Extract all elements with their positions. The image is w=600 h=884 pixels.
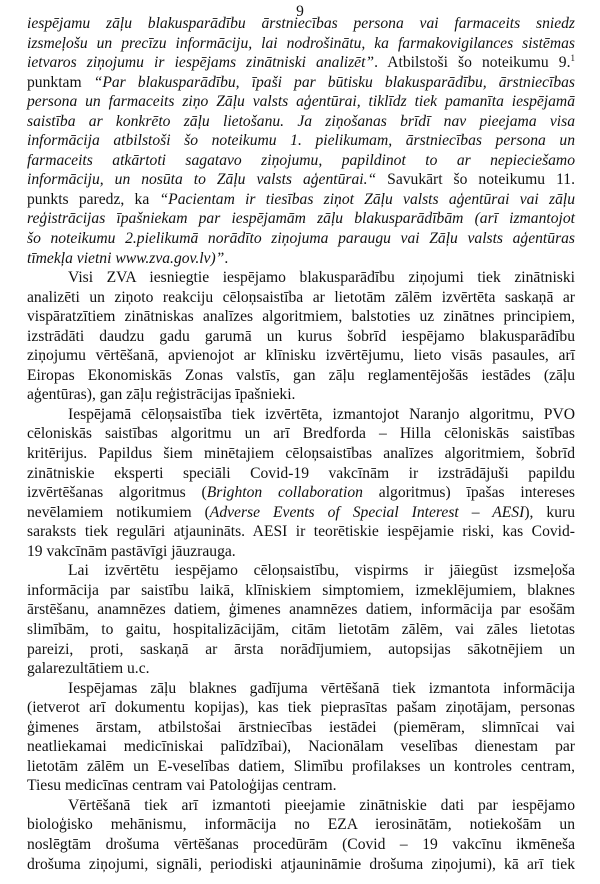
text-span: neatliekamai medicīniskai palīdzībai), Nacionālam veselības dienestam par (27, 738, 575, 756)
italic-text: “Par blakusparādību, īpaši par būtisku blakusparādību, ārstniecības (93, 73, 575, 91)
text-line (27, 307, 575, 327)
paragraph (27, 268, 575, 405)
text-line (27, 405, 575, 425)
italic-text: izsmeļošu un precīzu informāciju, lai nodrošinātu, ka farmakovigilances sistēmas (27, 34, 575, 52)
paragraph (27, 679, 575, 796)
text-line (27, 151, 575, 171)
italic-text: informāciju, un nosūta to Zāļu valsts aģentūrai.“ (27, 171, 377, 189)
text-line (27, 268, 575, 288)
text-span: (ietverot arī dokumentu kopijas), kas tiek pieprasītas pašam ziņotājam, personas (27, 699, 575, 717)
text-line (27, 34, 575, 54)
text-span: . Atbilstoši šo noteikumu 9. (374, 54, 571, 72)
text-line (27, 209, 575, 229)
text-span: saraksts tiek regulāri atjaunināts. AESI ir teorētiskie iespējamie riski, kas Covid- (27, 523, 575, 541)
italic-text: Brighton collaboration (206, 484, 363, 502)
text-line (27, 73, 575, 93)
text-line (27, 620, 575, 640)
text-line (27, 679, 575, 699)
text-line (27, 249, 575, 269)
paragraph (27, 14, 575, 268)
text-span: Eiropas Ekonomiskās Zonas valstīs, gan zāļu reglamentējošās iestādes (zāļu (27, 366, 575, 384)
italic-text: informācija atbilstoši šo noteikumu 1. pielikumam, ārstniecības persona un (27, 132, 575, 150)
text-span: galarezultātiem u.c. (27, 660, 150, 678)
text-line (27, 464, 575, 484)
text-span: zinātniskie eksperti speciāli Covid-19 vakcīnām ir izstrādājuši papildu (27, 464, 575, 482)
text-span: punkts paredz, ka (27, 190, 160, 208)
italic-text: Adverse Events of Special Interest – AESI (209, 503, 525, 521)
superscript: 1 (570, 53, 575, 64)
text-span: lietotām zālēm un E-veselības datiem, Slimību profilakses un kontroles centram, (27, 757, 575, 775)
text-line (27, 444, 575, 464)
text-line (27, 522, 575, 542)
text-line (27, 855, 575, 875)
text-line (27, 718, 575, 738)
page-number: 9 (296, 3, 304, 20)
text-line (27, 542, 575, 562)
text-line (27, 757, 575, 777)
text-line (27, 561, 575, 581)
text-line (27, 14, 575, 34)
italic-text: iespējamu zāļu blakusparādību ārstniecības persona vai farmaceits sniedz (27, 15, 575, 32)
text-line (27, 170, 575, 190)
text-span: Savukārt šo noteikumu 11. (376, 171, 575, 189)
italic-text: persona un farmaceits ziņo Zāļu valsts aģentūrai, tiklīdz tiek pamanīta iespējamā (27, 93, 575, 111)
text-span: . (224, 249, 229, 267)
text-span: punktam (27, 73, 94, 91)
text-span: drošuma ziņojumi, signāli, periodiski atjaunināmie drošuma ziņojumi), kā arī tiek (27, 855, 575, 873)
text-line (27, 92, 575, 112)
text-line (27, 581, 575, 601)
text-span: vispāratzītiem zinātniskas analīzes algoritmiem, balstoties uz zinātnes principiem, (27, 308, 575, 326)
text-span: pareizi, proti, saskaņā ar ārsta norādījumiem, autopsijas sākotnējiem un (27, 640, 575, 658)
text-line (27, 327, 575, 347)
text-span: Lai izvērtētu iespējamo cēloņsaistību, vispirms ir jāiegūst izsmeļoša (68, 562, 575, 580)
text-span: Tiesu medicīnas centram vai Patoloģijas centram. (27, 777, 337, 795)
text-line (27, 659, 575, 679)
text-line (27, 835, 575, 855)
text-line (27, 112, 575, 132)
text-line (27, 737, 575, 757)
text-line (27, 503, 575, 523)
italic-text: reģistrācijas īpašniekam par iespējamām zāļu blakusparādībām (arī izmantojot (27, 210, 575, 228)
text-span: ziņojumu vērtēšanā, apvienojot ar klīnisku izvērtējumu, lieto visās pasaules, arī (27, 347, 575, 365)
text-span: algoritmus) īpašas intereses (362, 484, 575, 502)
text-span: analizēti un ziņoto reakciju cēloņsaistība ar lietotām zālēm izvērtēta saskaņā ar (27, 288, 575, 306)
text-line (27, 288, 575, 308)
text-line (27, 600, 575, 620)
italic-text: šo noteikumu 2.pielikumā norādīto ziņojuma paraugu vai Zāļu valsts aģentūras (27, 230, 575, 248)
paragraph (27, 796, 575, 874)
italic-text: ietvaros ziņojumu ir iespējams zinātniski analizēt” (27, 54, 375, 72)
text-span: Visi ZVA iesniegtie iespējamo blakusparādību ziņojumi tiek zinātniski (68, 269, 575, 287)
text-span: cēloniskās saistības algoritmu un arī Bredforda – Hilla cēloniskās saistības (27, 425, 575, 443)
text-line (27, 796, 575, 816)
text-line (27, 346, 575, 366)
text-span: Iespējamā cēloņsaistība tiek izvērtēta, izmantojot Naranjo algoritmu, PVO (68, 405, 575, 423)
text-line (27, 131, 575, 151)
text-line (27, 698, 575, 718)
italic-text: saistība ar konkrēto zāļu lietošanu. Ja ziņošanas brīdī nav pieejama visa (27, 112, 575, 130)
text-line (27, 776, 575, 796)
italic-text: “Pacientam ir tiesības ziņot Zāļu valsts aģentūrai vai zāļu (159, 190, 575, 208)
text-span: ), kuru (524, 503, 576, 521)
text-line (27, 366, 575, 386)
text-line (27, 53, 575, 73)
text-span: kritērijus. Papildus šiem minētajiem cēloņsaistības analīzes algoritmiem, šobrīd (27, 445, 575, 463)
text-span: noslēgtām drošuma vērtēšanas procedūrām (Covid – 19 vakcīnu ikmēneša (27, 835, 575, 853)
text-line (27, 483, 575, 503)
italic-text: farmaceits atkārtoti sagatavo ziņojumu, papildinot to ar nepieciešamo (27, 151, 575, 169)
text-line (27, 815, 575, 835)
text-span: ģimenes ārstam, atbilstošai ārstniecības iestādei (piemēram, slimnīcai vai (27, 718, 575, 736)
text-line (27, 640, 575, 660)
text-span: ārstēšanu, anamnēzes datiem, ģimenes anamnēzes datiem, informācija par esošām (27, 601, 575, 619)
text-span: Vērtēšanā tiek arī izmantoti pieejamie zinātniskie dati par iespējamo (68, 796, 575, 814)
document-body (27, 14, 575, 874)
text-span: nevēlamiem notikumiem ( (27, 503, 210, 521)
text-span: informācija par saistību laikā, klīniskiem simptomiem, izmeklējumiem, blaknes (27, 581, 575, 599)
text-span: bioloģisko mehānismu, informācija no EZA ierosinātām, notiekošām un (27, 816, 575, 834)
text-span: 19 vakcīnām pastāvīgi jāuzrauga. (27, 542, 236, 560)
text-line (27, 229, 575, 249)
text-span: slimībām, to gaitu, hospitalizācijām, citām lietotām zālēm, vai zāles lietotas (27, 620, 575, 638)
text-span: Iespējamas zāļu blaknes gadījuma vērtēšanā tiek izmantota informācija (68, 679, 575, 697)
italic-text: tīmekļa vietni www.zva.gov.lv)” (27, 249, 225, 267)
text-span: izstrādāti daudzu gadu garumā un kurus šobrīd iespējamo blakusparādību (27, 327, 575, 345)
text-line (27, 190, 575, 210)
paragraph (27, 405, 575, 561)
paragraph (27, 561, 575, 678)
text-line (27, 424, 575, 444)
text-line (27, 385, 575, 405)
text-span: aģentūras), gan zāļu reģistrācijas īpašnieki. (27, 386, 296, 404)
text-span: izvērtēšanas algoritmus ( (27, 484, 207, 502)
